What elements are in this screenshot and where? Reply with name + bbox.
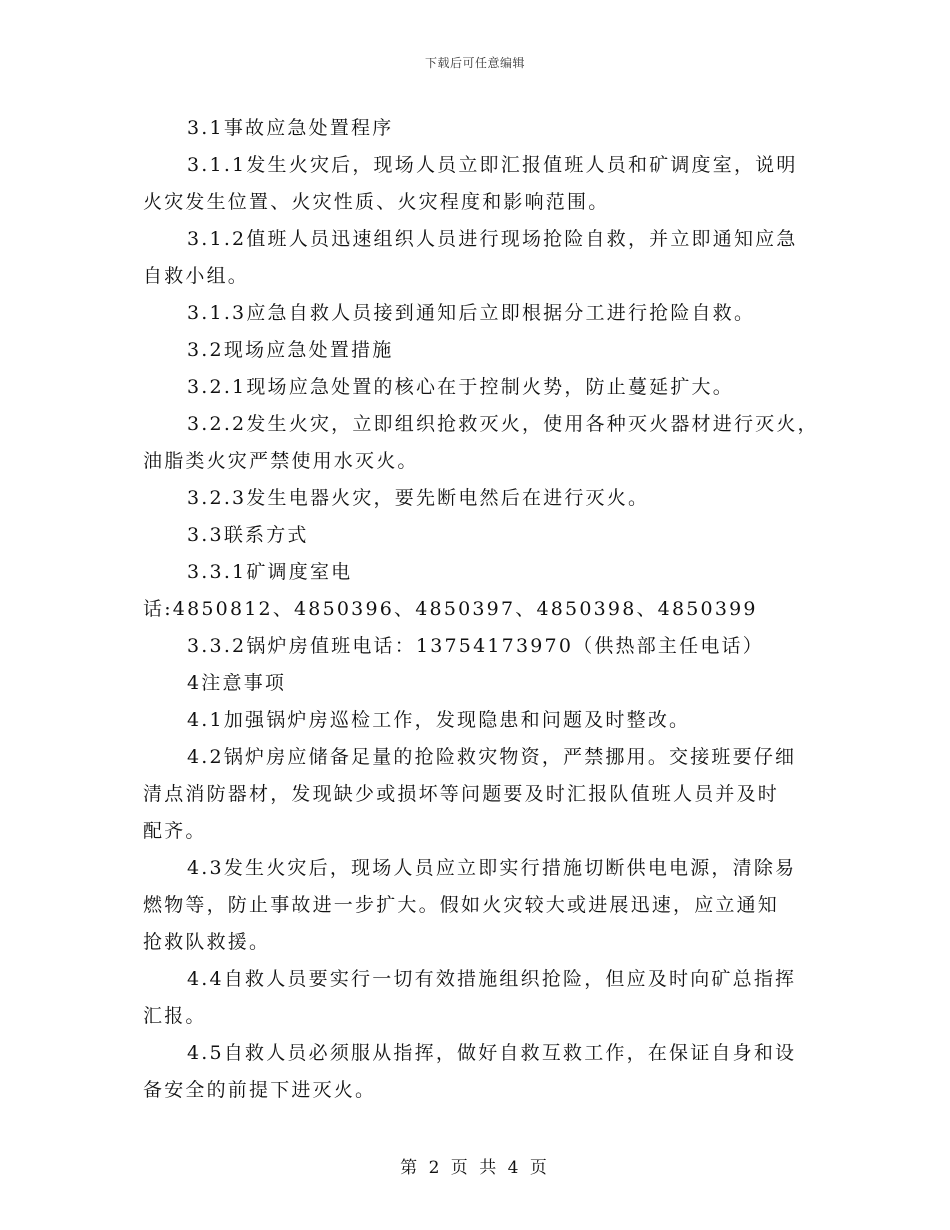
page-header: 下载后可任意编辑 [424, 56, 525, 70]
paragraph-line: 4.5自救人员必须服从指挥，做好自救互救工作，在保证自身和设 [187, 1042, 797, 1064]
paragraph-line: 抢救队救援。 [143, 931, 271, 953]
phone-numbers-line: 话:4850812、4850396、4850397、4850398、4850399 [143, 598, 758, 620]
paragraph-line: 3.2.1现场应急处置的核心在于控制火势，防止蔓延扩大。 [187, 376, 734, 398]
document-body [143, 110, 818, 1109]
paragraph-line: 3.2.2发生火灾，立即组织抢救灭火，使用各种灭火器材进行灭火， [187, 413, 819, 435]
paragraph-line: 3.2.3发生电器火灾，要先断电然后在进行灭火。 [187, 487, 650, 509]
paragraph-line: 3.3.1矿调度室电 [187, 561, 353, 583]
paragraph-line: 4.4自救人员要实行一切有效措施组织抢险，但应及时向矿总指挥 [187, 968, 797, 990]
paragraph-line: 3.1.3应急自救人员接到通知后立即根据分工进行抢险自救。 [187, 302, 756, 324]
page-number-footer: 第 2 页 共 4 页 [400, 1158, 550, 1178]
paragraph-line: 配齐。 [143, 820, 207, 842]
paragraph-line: 自救小组。 [143, 265, 250, 287]
paragraph-line: 油脂类火灾严禁使用水灭火。 [143, 450, 419, 472]
section-heading-3-3: 3.3联系方式 [187, 524, 309, 546]
paragraph-line: 备安全的前提下进灭火。 [143, 1079, 377, 1101]
section-heading-4: 4注意事项 [187, 672, 287, 694]
paragraph-line: 汇报。 [143, 1005, 207, 1027]
paragraph-line: 3.1.2值班人员迅速组织人员进行现场抢险自救，并立即通知应急 [187, 228, 798, 250]
paragraph-line: 清点消防器材，发现缺少或损坏等问题要及时汇报队值班人员并及时 [143, 783, 780, 805]
paragraph-line: 3.3.2锅炉房值班电话：13754173970（供热部主任电话） [187, 635, 764, 657]
section-heading-3-2: 3.2现场应急处置措施 [187, 339, 394, 361]
section-heading-3-1: 3.1事故应急处置程序 [187, 117, 394, 139]
paragraph-line: 4.1加强锅炉房巡检工作，发现隐患和问题及时整改。 [187, 709, 691, 731]
paragraph-line: 4.3发生火灾后，现场人员应立即实行措施切断供电电源，清除易 [187, 857, 797, 879]
paragraph-line: 火灾发生位置、火灾性质、火灾程度和影响范围。 [143, 191, 610, 213]
paragraph-line: 4.2锅炉房应储备足量的抢险救灾物资，严禁挪用。交接班要仔细 [187, 746, 797, 768]
paragraph-line: 燃物等，防止事故进一步扩大。假如火灾较大或进展迅速，应立通知 [143, 894, 780, 916]
paragraph-line: 3.1.1发生火灾后，现场人员立即汇报值班人员和矿调度室，说明 [187, 154, 798, 176]
